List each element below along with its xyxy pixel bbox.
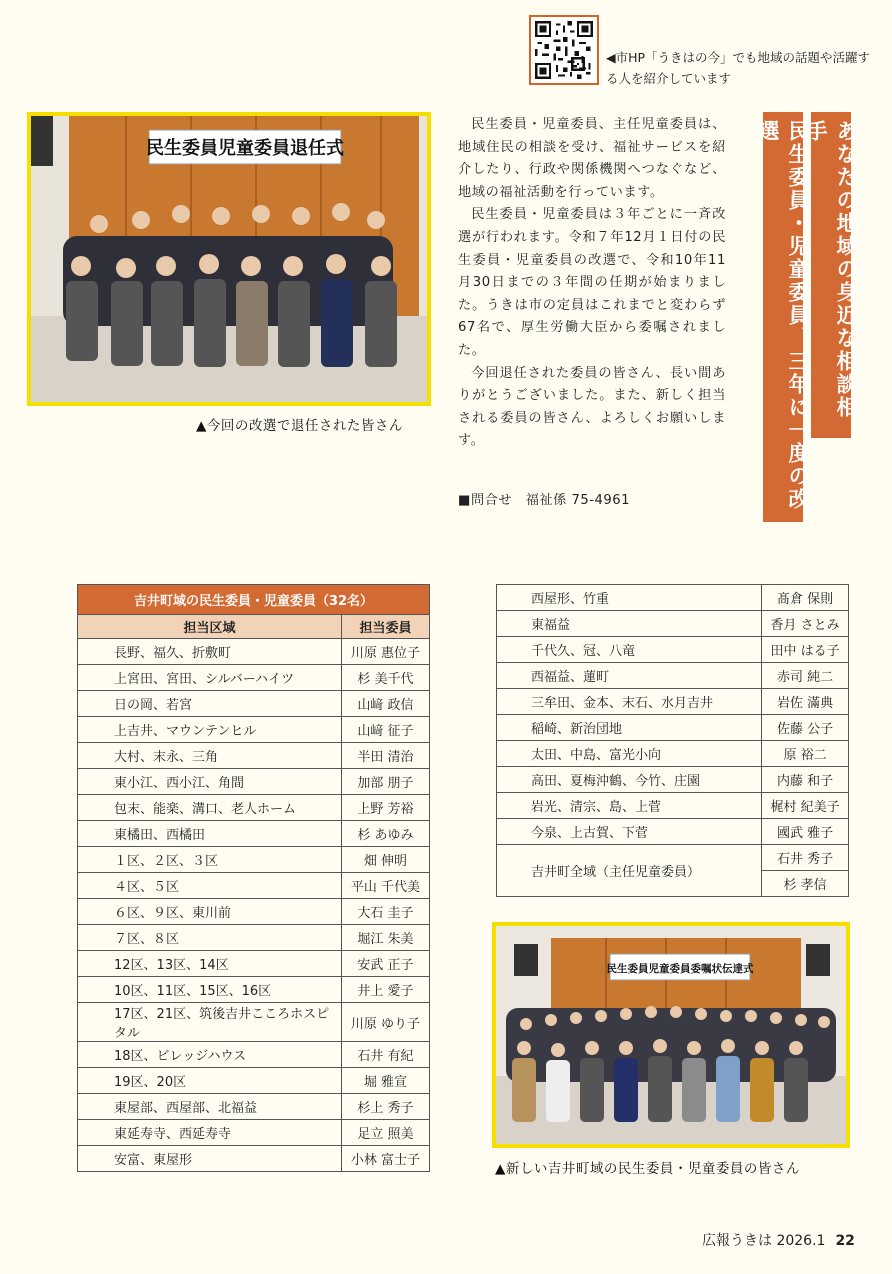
members-table-left	[77, 584, 430, 1172]
table-row	[497, 585, 849, 611]
page-number: 22	[835, 1233, 855, 1249]
area-cell: 10区、11区、15区、16区	[78, 977, 342, 1003]
area-cell: 日の岡、若宮	[78, 691, 342, 717]
table-row	[78, 1094, 430, 1120]
qr-code[interactable]	[529, 15, 599, 85]
table-row	[78, 899, 430, 925]
table-row	[78, 873, 430, 899]
photo1-caption: ▲今回の改選で退任された皆さん	[196, 418, 403, 434]
table-row	[78, 821, 430, 847]
area-cell: ７区、８区	[78, 925, 342, 951]
photo2-caption: ▲新しい吉井町域の民生委員・児童委員の皆さん	[495, 1161, 800, 1177]
area-cell: 東屋部、西屋部、北福益	[78, 1094, 342, 1120]
member-name-cell: 内藤 和子	[762, 767, 849, 793]
member-name-cell: 赤司 純二	[762, 663, 849, 689]
member-name-cell: 髙倉 保則	[762, 585, 849, 611]
area-cell: ６区、９区、東川前	[78, 899, 342, 925]
member-name-cell: 杉上 秀子	[342, 1094, 430, 1120]
member-name-cell: 井上 愛子	[342, 977, 430, 1003]
area-cell: 東小江、西小江、角間	[78, 769, 342, 795]
qr-note: ◀市HP「うきはの今」でも地域の話題や活躍する人を紹介しています	[606, 50, 871, 86]
area-cell: １区、２区、３区	[78, 847, 342, 873]
member-name-cell: 川原 惠位子	[342, 639, 430, 665]
table-row	[78, 925, 430, 951]
area-cell: 太田、中島、富光小向	[497, 741, 762, 767]
qr-code-graphic	[535, 21, 593, 79]
member-name-cell: 岩佐 滿典	[762, 689, 849, 715]
table-row	[497, 637, 849, 663]
table-row	[78, 977, 430, 1003]
member-name-cell: 田中 はる子	[762, 637, 849, 663]
member-name-cell: 山﨑 征子	[342, 717, 430, 743]
area-cell: 上宮田、宮田、シルバーハイツ	[78, 665, 342, 691]
new-members-photo	[492, 922, 850, 1148]
publication-name: 広報うきは 2026.1	[702, 1233, 826, 1249]
member-name-cell: 石井 秀子	[762, 845, 849, 871]
area-cell: 東福益	[497, 611, 762, 637]
photo2-sign: 民生委員児童委員委嘱状伝達式	[606, 963, 754, 975]
area-cell: 大村、末永、三角	[78, 743, 342, 769]
member-name-cell: 杉 美千代	[342, 665, 430, 691]
member-name-cell: 堀 雅宣	[342, 1068, 430, 1094]
member-name-cell: 加部 朋子	[342, 769, 430, 795]
members-table-right	[496, 584, 849, 897]
table-row	[497, 845, 849, 871]
member-name-cell: 佐藤 公子	[762, 715, 849, 741]
table-row	[497, 819, 849, 845]
area-cell: 西福益、蓮町	[497, 663, 762, 689]
area-cell: 稲崎、新治団地	[497, 715, 762, 741]
table-row	[497, 715, 849, 741]
contact-info: ■問合せ 福祉係 75-4961	[458, 493, 631, 508]
area-cell: 東延寿寺、西延寿寺	[78, 1120, 342, 1146]
page-footer	[702, 1230, 855, 1250]
member-name-cell: 畑 伸明	[342, 847, 430, 873]
table-row	[78, 743, 430, 769]
member-name-cell: 半田 清治	[342, 743, 430, 769]
area-cell: 18区、ビレッジハウス	[78, 1042, 342, 1068]
photo1-sign: 民生委員児童委員退任式	[146, 138, 344, 159]
area-cell: 19区、20区	[78, 1068, 342, 1094]
area-cell: 高田、夏梅沖鶴、今竹、庄園	[497, 767, 762, 793]
area-cell: 長野、福久、折敷町	[78, 639, 342, 665]
member-name-cell: 原 裕二	[762, 741, 849, 767]
member-name-cell: 杉 あゆみ	[342, 821, 430, 847]
article-body	[458, 114, 726, 453]
area-cell: 吉井町全域（主任児童委員）	[497, 845, 762, 897]
table-row	[78, 1003, 430, 1042]
table-row	[78, 639, 430, 665]
title-line-1: あなたの地域の身近な相談相手	[811, 112, 851, 438]
paragraph-3: 今回退任された委員の皆さん、長い間ありがとうございました。また、新しく担当される委員の皆さん、よろしくお願いします。	[458, 365, 726, 449]
member-name-cell: 安武 正子	[342, 951, 430, 977]
area-cell: 三牟田、金本、末石、水月吉井	[497, 689, 762, 715]
area-cell: 東橘田、西橘田	[78, 821, 342, 847]
table-row	[78, 951, 430, 977]
area-cell: 安富、東屋形	[78, 1146, 342, 1172]
member-name-cell: 山﨑 政信	[342, 691, 430, 717]
table-title: 吉井町域の民生委員・児童委員（32名）	[78, 585, 430, 615]
area-cell: ４区、５区	[78, 873, 342, 899]
member-name-cell: 梶村 紀美子	[762, 793, 849, 819]
area-cell: 17区、21区、筑後吉井こころホスピタル	[78, 1003, 342, 1042]
table-row	[78, 769, 430, 795]
table-row	[78, 717, 430, 743]
area-cell: 12区、13区、14区	[78, 951, 342, 977]
table-row	[497, 663, 849, 689]
table-row	[78, 1146, 430, 1172]
member-name-cell: 上野 芳裕	[342, 795, 430, 821]
table-row	[497, 741, 849, 767]
member-name-cell: 堀江 朱美	[342, 925, 430, 951]
member-name-cell: 足立 照美	[342, 1120, 430, 1146]
table-row	[78, 795, 430, 821]
table-row	[78, 847, 430, 873]
table-row	[497, 793, 849, 819]
area-cell: 今泉、上古賀、下菅	[497, 819, 762, 845]
retired-members-photo	[27, 112, 431, 406]
paragraph-2: 民生委員・児童委員は３年ごとに一斉改選が行われます。令和７年12月１日付の民生委員・児童委員の改選で、令和10年11月30日までの３年間の任期が始まりました。うきは市の定員はこれまでと変わらず67名で、厚生労働大臣から委嘱されました。	[458, 207, 726, 358]
group-photo-illustration	[496, 926, 846, 1144]
member-name-cell: 川原 ゆり子	[342, 1003, 430, 1042]
area-cell: 包末、能楽、溝口、老人ホーム	[78, 795, 342, 821]
area-cell: 千代久、冠、八竜	[497, 637, 762, 663]
member-name-cell: 國武 雅子	[762, 819, 849, 845]
table-row	[78, 1120, 430, 1146]
column-header-name: 担当委員	[342, 615, 430, 639]
table-row	[78, 1042, 430, 1068]
member-name-cell: 小林 富士子	[342, 1146, 430, 1172]
column-header-area: 担当区域	[78, 615, 342, 639]
member-name-cell: 杉 孝信	[762, 871, 849, 897]
member-name-cell: 平山 千代美	[342, 873, 430, 899]
area-cell: 岩光、清宗、島、上菅	[497, 793, 762, 819]
area-cell: 上吉井、マウンテンヒル	[78, 717, 342, 743]
table-row	[497, 611, 849, 637]
member-name-cell: 香月 さとみ	[762, 611, 849, 637]
group-photo-illustration	[31, 116, 427, 402]
member-name-cell: 石井 有紀	[342, 1042, 430, 1068]
member-name-cell: 大石 圭子	[342, 899, 430, 925]
table-row	[78, 691, 430, 717]
title-line-2: 民生委員・児童委員、三年に一度の改選	[763, 112, 803, 522]
table-row	[78, 1068, 430, 1094]
table-row	[497, 767, 849, 793]
area-cell: 西屋形、竹重	[497, 585, 762, 611]
table-row	[78, 665, 430, 691]
paragraph-1: 民生委員・児童委員、主任児童委員は、地域住民の相談を受け、福祉サービスを紹介したり、行政や関係機関へつなぐなど、地域の福祉活動を行っています。	[458, 117, 726, 200]
table-row	[497, 689, 849, 715]
